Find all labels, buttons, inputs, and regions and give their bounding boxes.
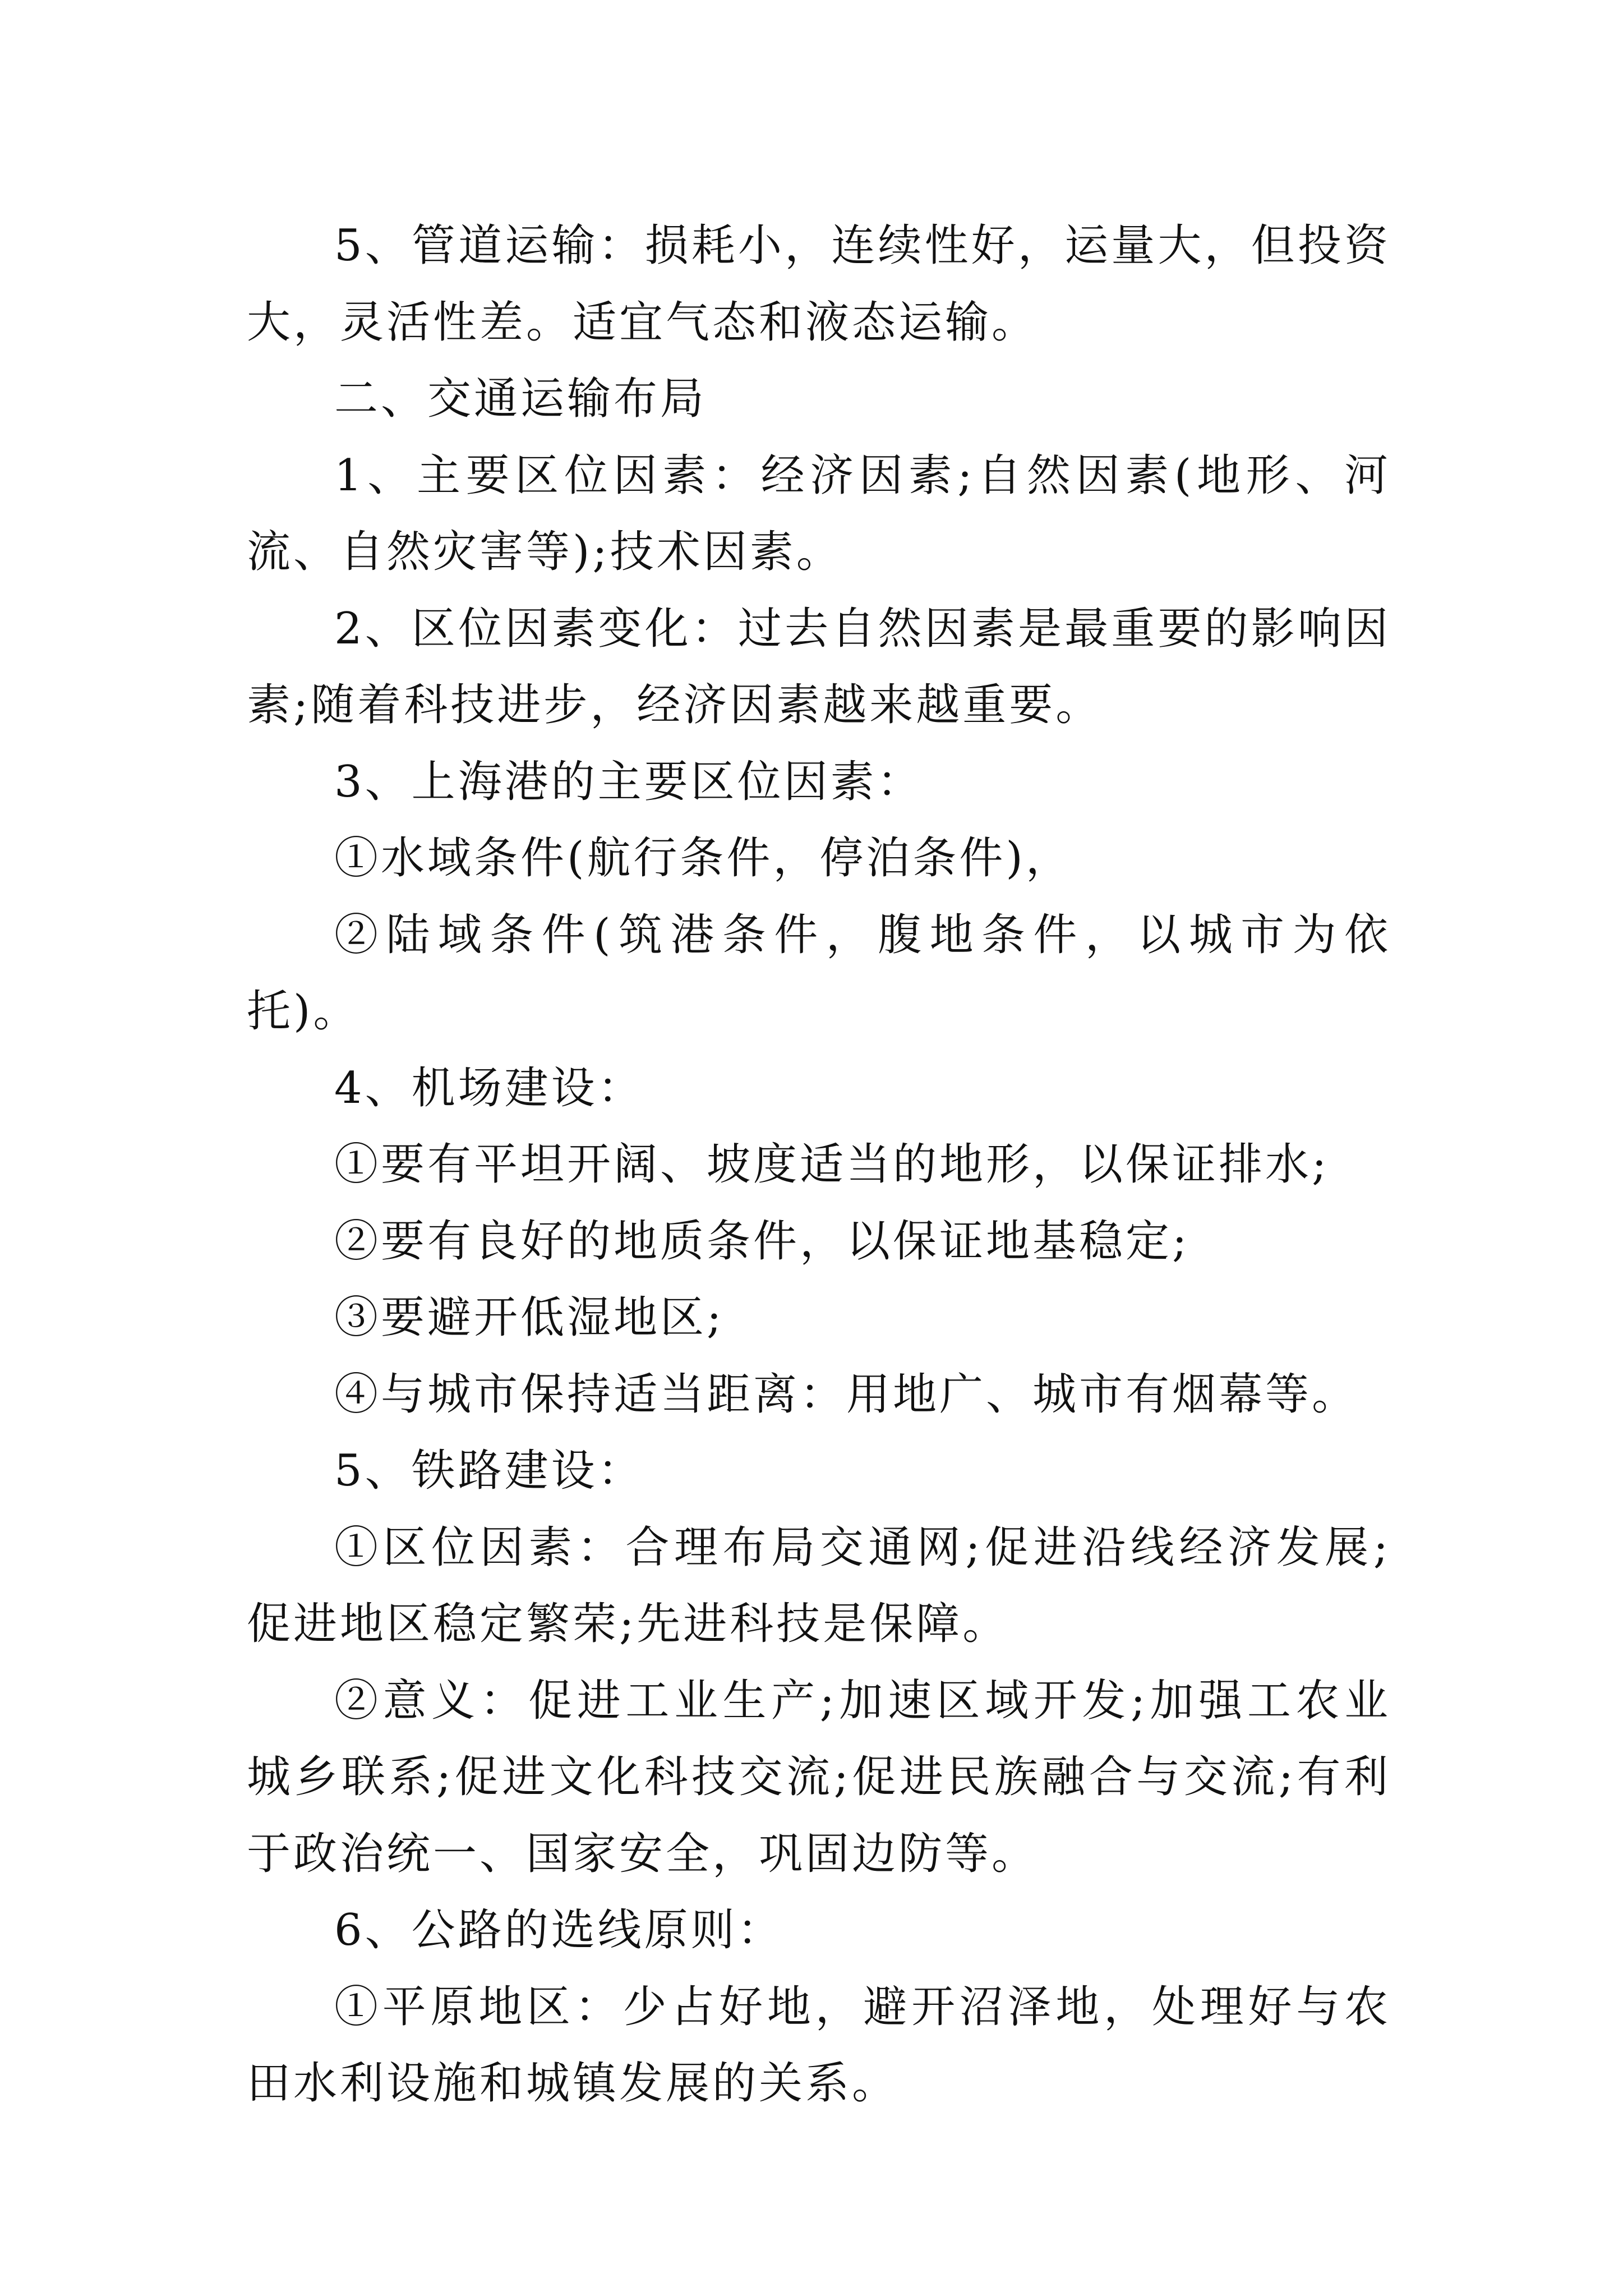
list-item-airport-distance: ④与城市保持适当距离：用地广、城市有烟幕等。 — [334, 1369, 1359, 1420]
paragraph-location-factor-change: 2、区位因素变化：过去自然因素是最重要的影响因素;随着科技进步，经济因素越来越重要。 — [247, 603, 1391, 730]
list-item-water-conditions: ①水域条件(航行条件，停泊条件)， — [334, 833, 1072, 884]
paragraph-main-location-factors: 1、主要区位因素：经济因素;自然因素(地形、河流、自然灾害等);技术因素。 — [247, 450, 1391, 577]
list-item-airport-geology: ②要有良好的地质条件，以保证地基稳定; — [334, 1216, 1190, 1267]
paragraph-shanghai-port: 3、上海港的主要区位因素： — [334, 756, 924, 807]
paragraph-highway-routing: 6、公路的选线原则： — [334, 1905, 784, 1955]
list-item-railway-factors: ①区位因素：合理布局交通网;促进沿线经济发展;促进地区稳定繁荣;先进科技是保障。 — [247, 1522, 1391, 1649]
list-item-airport-lowland: ③要避开低湿地区; — [334, 1292, 725, 1343]
list-item-railway-significance: ②意义：促进工业生产;加速区域开发;加强工农业城乡联系;促进文化科技交流;促进民族融合与交流;有利于政治统一、国家安全，巩固边防等。 — [247, 1675, 1391, 1879]
heading-transport-layout: 二、交通运输布局 — [334, 374, 707, 424]
paragraph-railway-construction: 5、铁路建设： — [334, 1446, 644, 1496]
document-body — [247, 208, 1391, 2122]
list-item-plain-areas: ①平原地区：少占好地，避开沼泽地，处理好与农田水利设施和城镇发展的关系。 — [247, 1981, 1391, 2109]
paragraph-pipeline-transport: 5、管道运输：损耗小，连续性好，运量大，但投资大，灵活性差。适宜气态和液态运输。 — [247, 220, 1391, 348]
list-item-land-conditions: ②陆域条件(筑港条件，腹地条件，以城市为依托)。 — [247, 909, 1391, 1037]
paragraph-airport-construction: 4、机场建设： — [334, 1062, 644, 1114]
list-item-airport-terrain: ①要有平坦开阔、坡度适当的地形，以保证排水; — [334, 1139, 1330, 1190]
